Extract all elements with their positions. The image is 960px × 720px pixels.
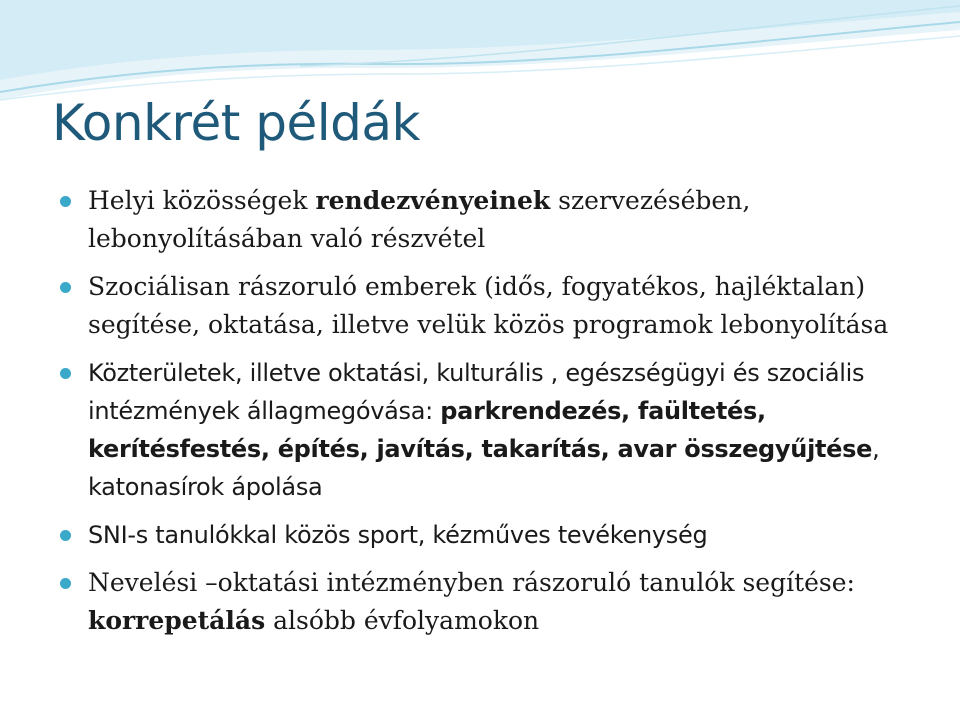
bullet-dot-icon [60,578,71,589]
bullet-text-bold: parkrendezés, faültetés, kerítésfestés, építés, javítás, takarítás, avar összegyűjtése [88,397,873,463]
bullet-item [48,516,928,554]
bullet-dot-icon [60,196,71,207]
bullet-list [48,182,928,650]
bullet-item [48,268,928,344]
bullet-text-bold: rendezvényeinek [315,186,551,215]
bullet-text: Szociálisan rászoruló emberek (idős, fogyatékos, hajléktalan) segítése, oktatása, illetve velük közös programok lebonyolítása [88,272,889,339]
bullet-text: szervezésében, lebonyolításában való részvétel [88,186,751,253]
slide-title: Konkrét példák [52,94,420,152]
bullet-text: Közterületek, illetve oktatási, kulturális , egészségügyi és szociális intézmények állagmegóvása: [88,359,865,425]
bullet-text: SNI-s tanulókkal közös sport, kézműves tevékenység [88,521,708,549]
bullet-text: , katonasírok ápolása [88,435,880,501]
bullet-text: Nevelési –oktatási intézményben rászoruló tanulók segítése: [88,568,855,597]
bullet-item [48,564,928,640]
bullet-text: Helyi közösségek [88,186,316,215]
bullet-text-bold: korrepetálás [88,606,266,635]
bullet-dot-icon [60,368,71,379]
bullet-item [48,354,928,506]
bullet-text: alsóbb évfolyamokon [265,606,540,635]
bullet-item [48,182,928,258]
bullet-dot-icon [60,282,71,293]
bullet-dot-icon [60,530,71,541]
